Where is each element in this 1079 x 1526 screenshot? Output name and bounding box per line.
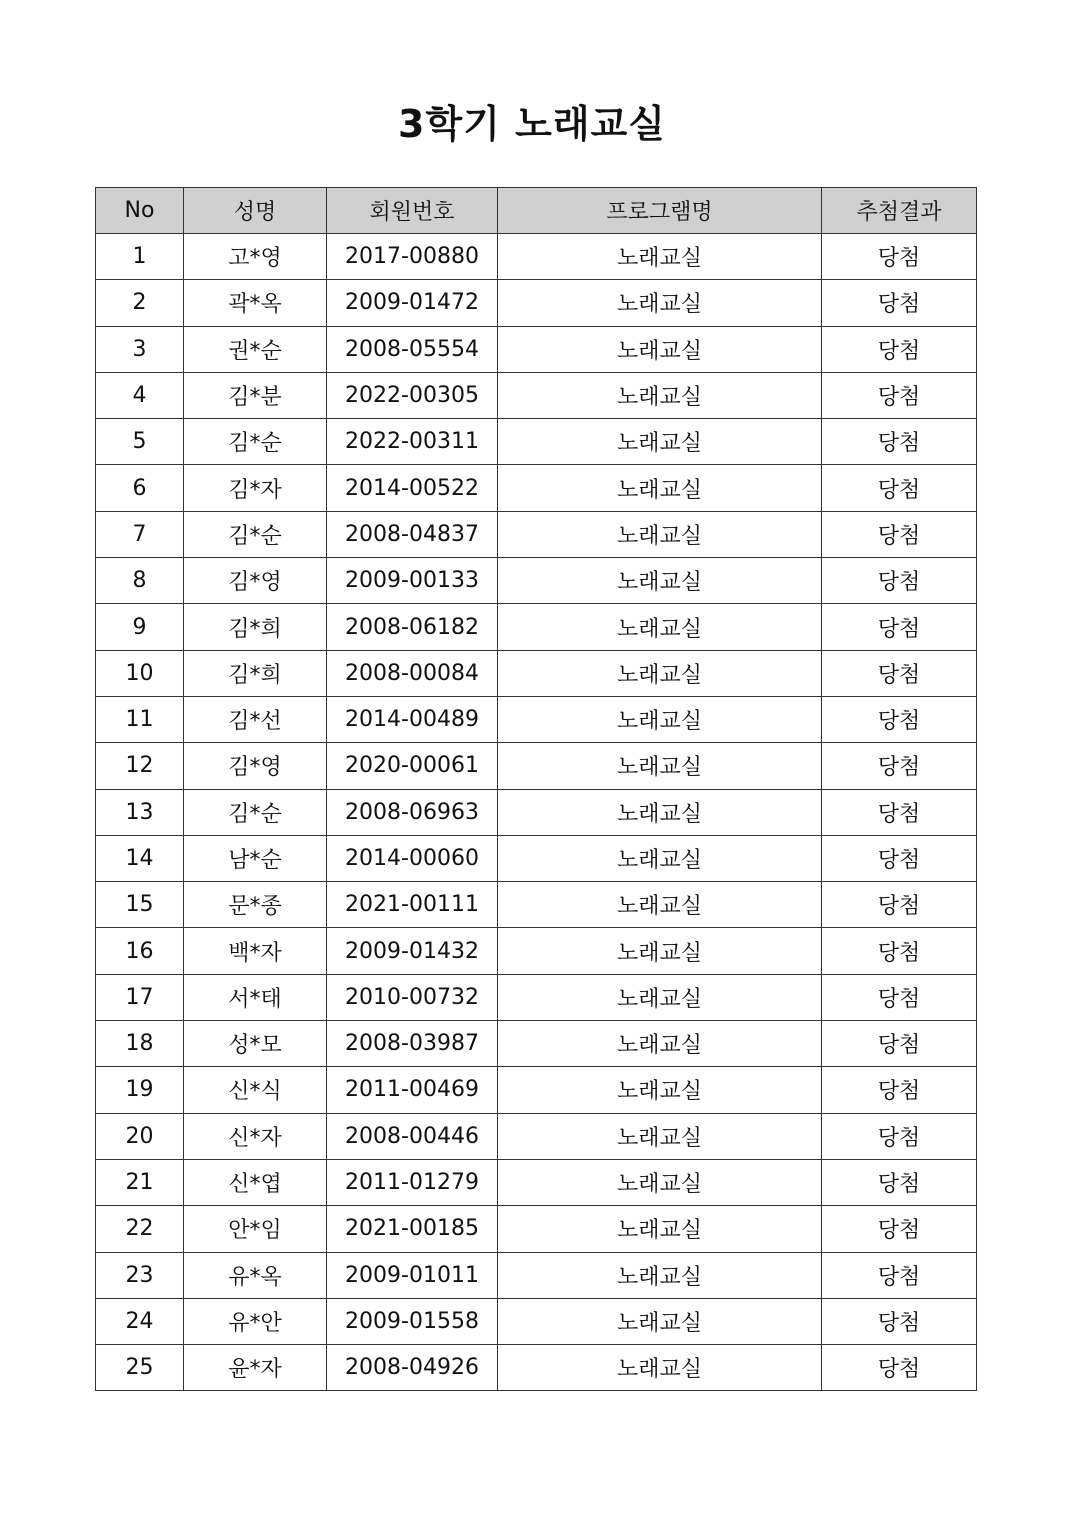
cell-name: 윤*자 <box>184 1345 327 1391</box>
cell-program-name: 노래교실 <box>498 1345 822 1391</box>
header-name: 성명 <box>184 188 327 234</box>
cell-name: 문*종 <box>184 882 327 928</box>
cell-program-name: 노래교실 <box>498 419 822 465</box>
table-row <box>96 234 977 280</box>
cell-draw-result: 당첨 <box>822 928 977 974</box>
cell-member-number: 2020-00061 <box>327 743 498 789</box>
lottery-result-table <box>95 187 977 1391</box>
cell-draw-result: 당첨 <box>822 326 977 372</box>
cell-name: 서*태 <box>184 974 327 1020</box>
cell-name: 김*순 <box>184 511 327 557</box>
cell-member-number: 2011-01279 <box>327 1159 498 1205</box>
cell-no: 1 <box>96 234 184 280</box>
table-row <box>96 1113 977 1159</box>
table-row <box>96 1298 977 1344</box>
table-row <box>96 743 977 789</box>
cell-no: 4 <box>96 372 184 418</box>
cell-draw-result: 당첨 <box>822 1252 977 1298</box>
header-no: No <box>96 188 184 234</box>
cell-draw-result: 당첨 <box>822 558 977 604</box>
cell-name: 김*순 <box>184 789 327 835</box>
cell-member-number: 2008-06182 <box>327 604 498 650</box>
cell-program-name: 노래교실 <box>498 604 822 650</box>
cell-no: 18 <box>96 1021 184 1067</box>
table-row <box>96 511 977 557</box>
cell-name: 안*임 <box>184 1206 327 1252</box>
cell-member-number: 2021-00185 <box>327 1206 498 1252</box>
cell-no: 12 <box>96 743 184 789</box>
cell-member-number: 2010-00732 <box>327 974 498 1020</box>
cell-program-name: 노래교실 <box>498 743 822 789</box>
cell-member-number: 2008-00084 <box>327 650 498 696</box>
cell-no: 23 <box>96 1252 184 1298</box>
header-program-name: 프로그램명 <box>498 188 822 234</box>
cell-no: 20 <box>96 1113 184 1159</box>
cell-no: 7 <box>96 511 184 557</box>
cell-member-number: 2017-00880 <box>327 234 498 280</box>
cell-member-number: 2022-00311 <box>327 419 498 465</box>
cell-no: 21 <box>96 1159 184 1205</box>
table-row <box>96 1206 977 1252</box>
cell-name: 신*엽 <box>184 1159 327 1205</box>
table-row <box>96 835 977 881</box>
cell-member-number: 2022-00305 <box>327 372 498 418</box>
cell-name: 김*영 <box>184 743 327 789</box>
table-row <box>96 558 977 604</box>
cell-program-name: 노래교실 <box>498 1021 822 1067</box>
cell-no: 3 <box>96 326 184 372</box>
header-draw-result: 추첨결과 <box>822 188 977 234</box>
cell-program-name: 노래교실 <box>498 1206 822 1252</box>
cell-no: 11 <box>96 696 184 742</box>
cell-draw-result: 당첨 <box>822 743 977 789</box>
cell-member-number: 2008-00446 <box>327 1113 498 1159</box>
cell-member-number: 2009-01432 <box>327 928 498 974</box>
cell-draw-result: 당첨 <box>822 511 977 557</box>
header-member-number: 회원번호 <box>327 188 498 234</box>
cell-member-number: 2008-04837 <box>327 511 498 557</box>
cell-name: 김*분 <box>184 372 327 418</box>
cell-name: 신*식 <box>184 1067 327 1113</box>
cell-no: 14 <box>96 835 184 881</box>
cell-draw-result: 당첨 <box>822 372 977 418</box>
table-row <box>96 789 977 835</box>
cell-draw-result: 당첨 <box>822 1298 977 1344</box>
cell-name: 성*모 <box>184 1021 327 1067</box>
cell-draw-result: 당첨 <box>822 604 977 650</box>
cell-member-number: 2011-00469 <box>327 1067 498 1113</box>
cell-member-number: 2009-00133 <box>327 558 498 604</box>
cell-name: 김*자 <box>184 465 327 511</box>
cell-no: 8 <box>96 558 184 604</box>
cell-draw-result: 당첨 <box>822 1159 977 1205</box>
cell-program-name: 노래교실 <box>498 465 822 511</box>
cell-program-name: 노래교실 <box>498 372 822 418</box>
cell-program-name: 노래교실 <box>498 882 822 928</box>
table-row <box>96 650 977 696</box>
cell-program-name: 노래교실 <box>498 1113 822 1159</box>
cell-no: 16 <box>96 928 184 974</box>
table-row <box>96 1345 977 1391</box>
cell-name: 김*희 <box>184 650 327 696</box>
cell-draw-result: 당첨 <box>822 465 977 511</box>
cell-no: 15 <box>96 882 184 928</box>
table-row <box>96 372 977 418</box>
table-row <box>96 928 977 974</box>
cell-draw-result: 당첨 <box>822 650 977 696</box>
cell-name: 김*희 <box>184 604 327 650</box>
cell-name: 유*옥 <box>184 1252 327 1298</box>
cell-member-number: 2009-01011 <box>327 1252 498 1298</box>
cell-program-name: 노래교실 <box>498 650 822 696</box>
cell-no: 19 <box>96 1067 184 1113</box>
cell-member-number: 2014-00489 <box>327 696 498 742</box>
cell-no: 10 <box>96 650 184 696</box>
cell-draw-result: 당첨 <box>822 974 977 1020</box>
table-row <box>96 465 977 511</box>
table-row <box>96 326 977 372</box>
cell-program-name: 노래교실 <box>498 1067 822 1113</box>
cell-program-name: 노래교실 <box>498 835 822 881</box>
cell-program-name: 노래교실 <box>498 558 822 604</box>
cell-draw-result: 당첨 <box>822 1206 977 1252</box>
cell-member-number: 2021-00111 <box>327 882 498 928</box>
cell-program-name: 노래교실 <box>498 974 822 1020</box>
cell-no: 6 <box>96 465 184 511</box>
table-row <box>96 1067 977 1113</box>
cell-member-number: 2008-06963 <box>327 789 498 835</box>
cell-member-number: 2009-01558 <box>327 1298 498 1344</box>
cell-draw-result: 당첨 <box>822 234 977 280</box>
cell-name: 남*순 <box>184 835 327 881</box>
cell-program-name: 노래교실 <box>498 789 822 835</box>
cell-program-name: 노래교실 <box>498 1298 822 1344</box>
cell-draw-result: 당첨 <box>822 1113 977 1159</box>
cell-name: 김*선 <box>184 696 327 742</box>
cell-no: 17 <box>96 974 184 1020</box>
cell-draw-result: 당첨 <box>822 835 977 881</box>
cell-name: 고*영 <box>184 234 327 280</box>
cell-member-number: 2014-00522 <box>327 465 498 511</box>
cell-program-name: 노래교실 <box>498 326 822 372</box>
table-row <box>96 280 977 326</box>
cell-draw-result: 당첨 <box>822 1021 977 1067</box>
cell-draw-result: 당첨 <box>822 882 977 928</box>
cell-draw-result: 당첨 <box>822 1067 977 1113</box>
cell-program-name: 노래교실 <box>498 696 822 742</box>
cell-program-name: 노래교실 <box>498 928 822 974</box>
cell-no: 5 <box>96 419 184 465</box>
table-row <box>96 974 977 1020</box>
cell-draw-result: 당첨 <box>822 696 977 742</box>
table-row <box>96 604 977 650</box>
cell-no: 22 <box>96 1206 184 1252</box>
table-row <box>96 419 977 465</box>
cell-name: 백*자 <box>184 928 327 974</box>
cell-program-name: 노래교실 <box>498 280 822 326</box>
table-row <box>96 882 977 928</box>
cell-no: 13 <box>96 789 184 835</box>
cell-member-number: 2008-04926 <box>327 1345 498 1391</box>
cell-member-number: 2008-05554 <box>327 326 498 372</box>
table-row <box>96 1252 977 1298</box>
cell-name: 김*순 <box>184 419 327 465</box>
cell-member-number: 2008-03987 <box>327 1021 498 1067</box>
cell-draw-result: 당첨 <box>822 1345 977 1391</box>
cell-no: 9 <box>96 604 184 650</box>
cell-name: 신*자 <box>184 1113 327 1159</box>
cell-member-number: 2009-01472 <box>327 280 498 326</box>
table-body <box>96 234 977 1391</box>
cell-name: 김*영 <box>184 558 327 604</box>
table-row <box>96 1159 977 1205</box>
table-header <box>96 188 977 234</box>
page-title: 3학기 노래교실 <box>398 102 666 146</box>
table-row <box>96 696 977 742</box>
cell-no: 24 <box>96 1298 184 1344</box>
cell-name: 곽*옥 <box>184 280 327 326</box>
cell-program-name: 노래교실 <box>498 234 822 280</box>
cell-draw-result: 당첨 <box>822 419 977 465</box>
cell-draw-result: 당첨 <box>822 789 977 835</box>
cell-draw-result: 당첨 <box>822 280 977 326</box>
cell-no: 25 <box>96 1345 184 1391</box>
header-row <box>96 188 977 234</box>
cell-member-number: 2014-00060 <box>327 835 498 881</box>
cell-program-name: 노래교실 <box>498 511 822 557</box>
cell-program-name: 노래교실 <box>498 1252 822 1298</box>
cell-name: 권*순 <box>184 326 327 372</box>
cell-name: 유*안 <box>184 1298 327 1344</box>
cell-no: 2 <box>96 280 184 326</box>
cell-program-name: 노래교실 <box>498 1159 822 1205</box>
table-row <box>96 1021 977 1067</box>
